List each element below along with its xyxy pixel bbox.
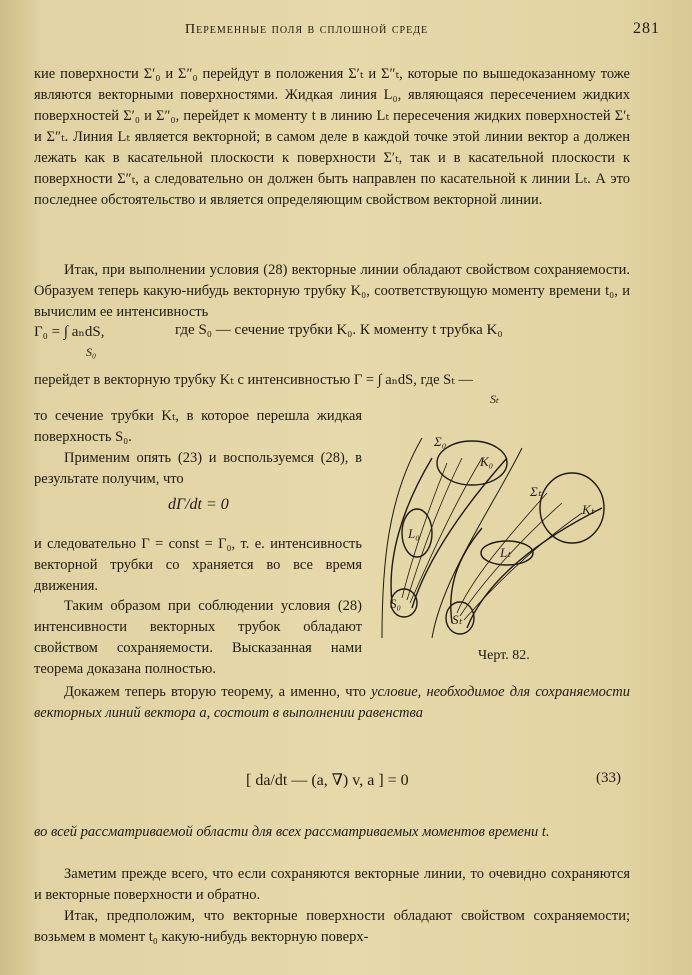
label-k0: K₀ <box>480 454 494 469</box>
label-sigmat: Σₜ <box>530 484 542 499</box>
paragraph-3a: перейдет в векторную трубку Kₜ с интенсивностью Γ = ∫ aₙdS, где Sₜ — <box>34 372 473 388</box>
label-kt: Kₜ <box>582 502 595 517</box>
label-sigma0: Σ₀ <box>434 434 447 449</box>
tube-k0-top-section <box>437 441 507 485</box>
paragraph-1: кие поверхности Σ′₀ и Σ″₀ перейдут в положения Σ′ₜ и Σ″ₜ, которые по вышедоказанному тоже являются векторными поверхностями. Жидкая линия L₀, являющаяся пересечением жидких поверхностей Σ′₀ и Σ″₀, перейдет к моменту t в линию Lₜ пересечения жидких поверхностей Σ′ₜ и Σ″ₜ. Линия Lₜ является векторной; в самом деле в каждой точке этой линии вектор a должен лежать как в касательной плоскости к поверхности Σ′ₜ, так и в касательной плоскости к поверхности Σ″ₜ, а следовательно он должен быть направлен по касательной к линии Lₜ. А это последнее обстоятельство и является определяющим свойством векторной линии. <box>34 66 630 208</box>
tube-kt-wall-right <box>467 508 602 628</box>
paragraph-8: во всей рассматриваемой области для всех рассматриваемых моментов времени t. <box>34 824 550 840</box>
figure-drawing <box>372 428 662 658</box>
label-l0: L₀ <box>408 526 420 541</box>
formula-dgamma-dt: dΓ/dt = 0 <box>168 496 229 513</box>
formula-gamma0-description: где S₀ — сечение трубки K₀. К моменту t трубка K₀ <box>175 322 503 338</box>
paragraph-3b: то сечение трубки Kₜ, в которое перешла жидкая поверхность S₀. <box>34 408 362 445</box>
running-title: Переменные поля в сплошной среде <box>185 22 429 37</box>
paragraph-2: Итак, при выполнении условия (28) векторные линии обладают свойством сохраняемости. Образуем теперь какую-нибудь векторную трубку K₀, соответствующую моменту времени t₀, и вычислим ее интенсивность <box>34 262 630 320</box>
paragraph-7-italic: условие, необходимое для сохраняемости векторных линий вектора a, состоит в выполнении равенства <box>34 684 630 721</box>
formula-33-number: (33) <box>596 770 621 786</box>
formula-gamma0-main: Γ₀ = ∫ aₙdS, <box>34 324 105 340</box>
paragraph-6: Таким образом при соблюдении условия (28) интенсивности векторных трубок обладают свойством сохраняемости. Высказанная нами теорема доказана полностью. <box>34 598 362 677</box>
formula-33: [ da/dt — (a, ∇) v, a ] = 0 <box>246 772 409 789</box>
formula-gamma-subscript: Sₜ <box>490 392 499 406</box>
page-number: 281 <box>633 20 660 37</box>
label-s0: S₀ <box>390 596 402 611</box>
paragraph-10: Итак, предположим, что векторные поверхности обладают свойством сохраняемости; возьмем в момент t₀ какую-нибудь векторную поверх- <box>34 908 630 945</box>
formula-gamma0 <box>34 322 104 341</box>
label-st: Sₜ <box>452 612 463 627</box>
paragraph-4: Применим опять (23) и воспользуемся (28), в результате получим, что <box>34 450 362 487</box>
label-lt: Lₜ <box>500 545 512 560</box>
paragraph-7 <box>34 682 630 724</box>
figure-vector-tubes <box>372 428 662 658</box>
formula-gamma0-subscript: S₀ <box>86 345 97 359</box>
figure-caption: Черт. 82. <box>478 648 530 663</box>
paragraph-9: Заметим прежде всего, что если сохраняются векторные линии, то очевидно сохраняются и векторные поверхности и обратно. <box>34 866 630 903</box>
paragraph-5: и следовательно Γ = const = Γ₀, т. е. интенсивность векторной трубки со храняется во все время движения. <box>34 536 362 594</box>
paragraph-7-plain: Докажем теперь вторую теорему, а именно, что <box>64 684 372 700</box>
page-header <box>100 20 660 44</box>
